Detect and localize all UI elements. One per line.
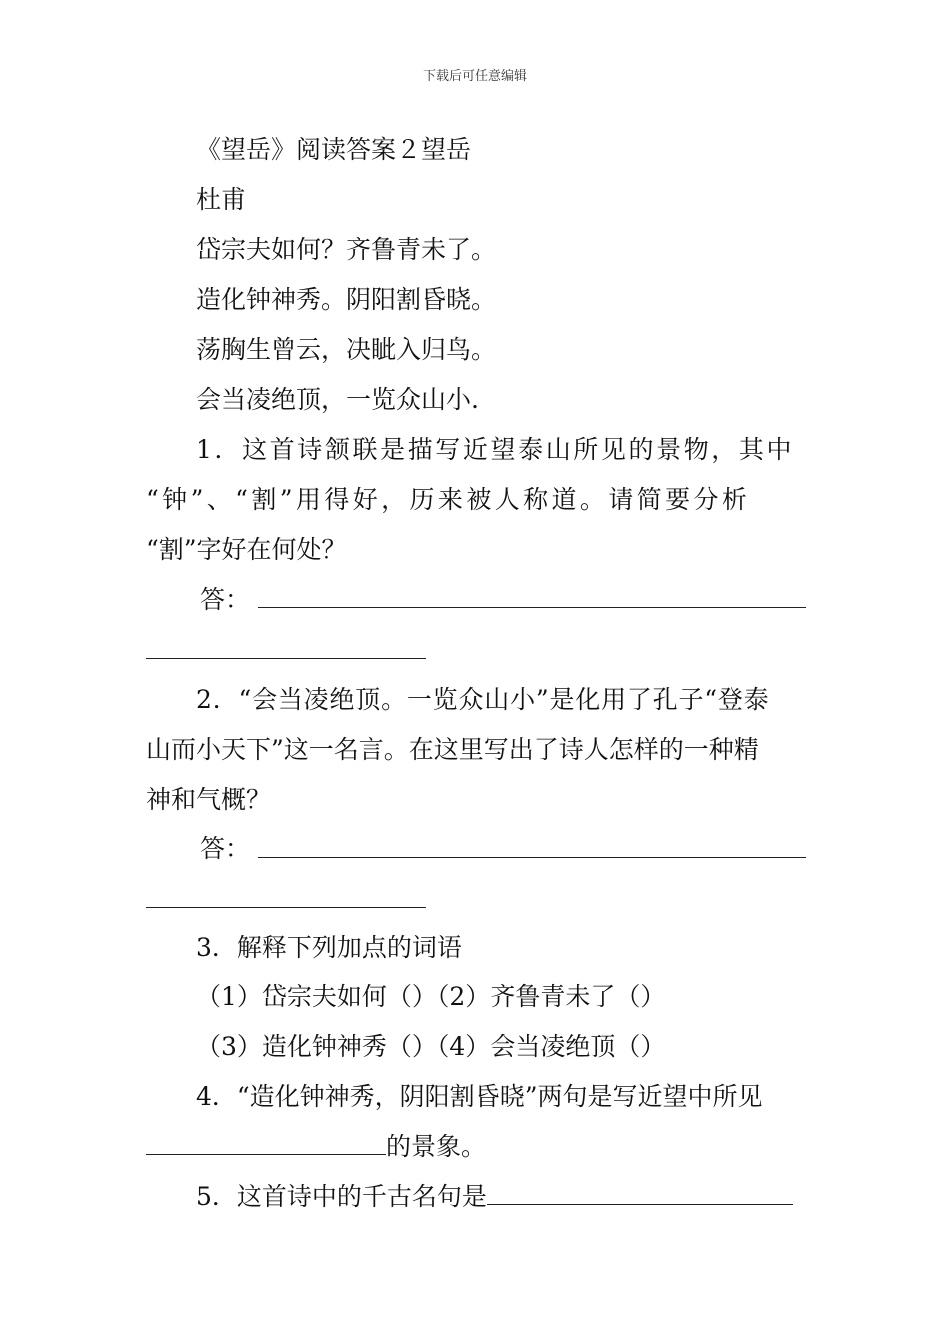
q4-line-2: [146, 1130, 486, 1164]
q2-answer-blank-continued[interactable]: [146, 907, 426, 908]
poem-line-4: 会当凌绝顶，一览众山小.: [196, 385, 479, 414]
q5-prefix: 5．这首诗中的千古名句是: [196, 1182, 487, 1211]
poem-line-3: 荡胸生曾云，决眦入归鸟。: [196, 335, 497, 364]
page-header-note: 下载后可任意编辑: [422, 69, 527, 84]
poem-title: 《望岳》阅读答案２望岳: [196, 135, 472, 164]
q4-line-1: 4．“造化钟神秀，阴阳割昏晓”两句是写近望中所见: [196, 1082, 763, 1111]
q4-suffix: 的景象。: [386, 1132, 487, 1161]
q1-answer-blank-continued[interactable]: [146, 658, 426, 659]
q1-answer-label: 答：: [200, 585, 251, 614]
q5-line: [196, 1180, 793, 1214]
q3-row-2: （3）造化钟神秀（）（4）会当凌绝顶（）: [196, 1032, 666, 1061]
poem-author: 杜甫: [196, 185, 247, 214]
q2-line-3: 神和气概？: [146, 785, 272, 814]
q3-row-1: （1）岱宗夫如何（）（2）齐鲁青未了（）: [196, 982, 666, 1011]
q4-answer-blank[interactable]: [146, 1132, 386, 1155]
poem-line-2: 造化钟神秀。阴阳割昏晓。: [196, 285, 497, 314]
q2-answer-label: 答：: [200, 834, 251, 863]
q2-line-2: 山而小天下”这一名言。在这里写出了诗人怎样的一种精: [146, 735, 759, 764]
q3-title: 3．解释下列加点的词语: [196, 933, 462, 962]
q1-line-3: “割”字好在何处？: [146, 535, 347, 564]
poem-line-1: 岱宗夫如何？齐鲁青未了。: [196, 235, 497, 264]
q2-line-1: 2．“会当凌绝顶。一览众山小”是化用了孔子“登泰: [196, 685, 770, 714]
q2-answer-blank[interactable]: [258, 857, 806, 858]
q1-line-2: “钟”、“割”用得好，历来被人称道。请简要分析: [146, 485, 751, 514]
q1-line-1: 1．这首诗颔联是描写近望泰山所见的景物，其中: [196, 435, 795, 464]
q1-answer-blank[interactable]: [258, 607, 806, 608]
q5-answer-blank[interactable]: [487, 1182, 793, 1205]
